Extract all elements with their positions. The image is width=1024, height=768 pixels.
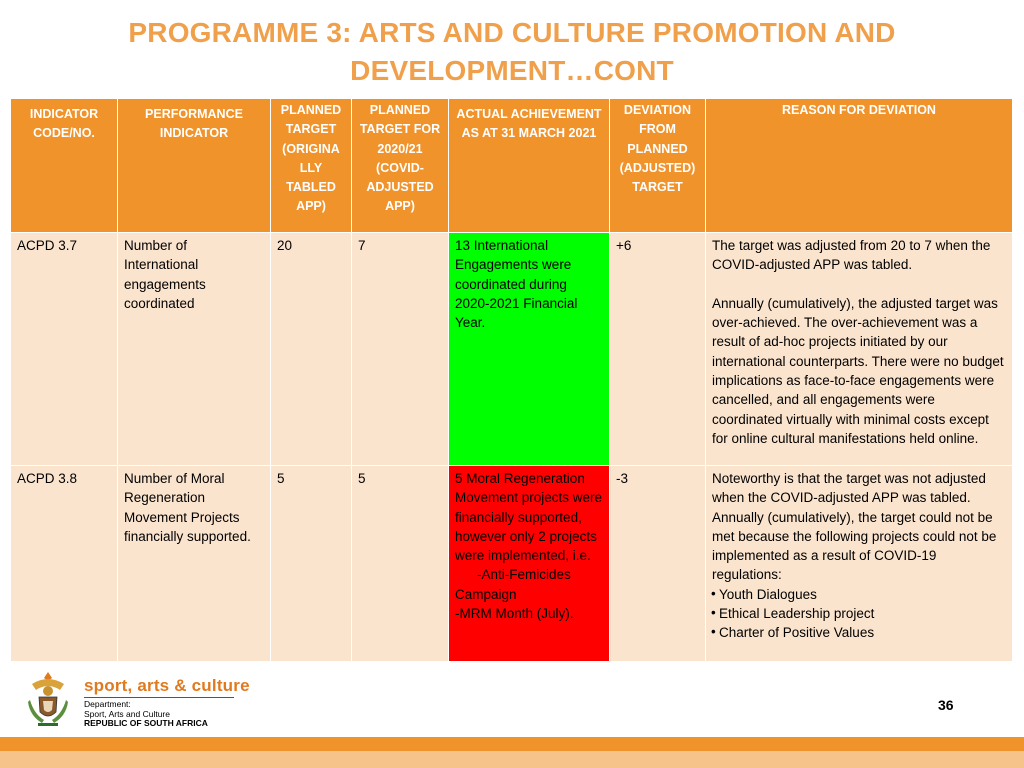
dept-line: Department: — [84, 699, 131, 709]
table-row — [11, 233, 1013, 466]
footer-band — [0, 737, 1024, 751]
cell-reason — [706, 466, 1013, 662]
title-line-2: DEVELOPMENT…CONT — [350, 55, 674, 86]
title-line-1: PROGRAMME 3: ARTS AND CULTURE PROMOTION AND — [128, 17, 896, 48]
header-row — [11, 99, 1013, 233]
header-actual-achievement: ACTUAL ACHIEVEMENT AS AT 31 MARCH 2021 — [449, 99, 610, 233]
cell-actual-achieved: 13 International Engagements were coordinated during 2020-2021 Financial Year. — [449, 233, 610, 466]
cell-indicator: Number of Moral Regeneration Movement Projects financially supported. — [118, 466, 271, 662]
brand-name: sport, arts & culture — [84, 676, 250, 695]
dept-line: Sport, Arts and Culture — [84, 708, 170, 719]
page-number: 36 — [938, 697, 954, 713]
cell-indicator: Number of International engagements coordinated — [118, 233, 271, 466]
header-planned-original: PLANNED TARGET (ORIGINA LLY TABLED APP) — [271, 99, 352, 233]
reason-paragraph: Annually (cumulatively), the adjusted target was over-achieved. The over-achievement was a result of ad-hoc projects initiated by our international counterparts. There were no budget implications as face-to-face engagements were cancelled, and all engagements were coordinated virtually with minimal costs except for online cultural manifestations held online. — [712, 295, 1004, 446]
cell-planned-original: 5 — [271, 466, 352, 662]
dept-line-country: REPUBLIC OF SOUTH AFRICA — [84, 718, 208, 728]
coat-of-arms-logo — [26, 670, 70, 728]
brand-divider — [84, 697, 234, 698]
cell-deviation: +6 — [610, 233, 706, 466]
reason-paragraph: Noteworthy is that the target was not adjusted when the COVID-adjusted APP was tabled. — [712, 471, 986, 506]
cell-planned-covid: 7 — [352, 233, 449, 466]
cell-actual-not-achieved — [449, 466, 610, 662]
actual-item: -Anti-Femicides — [477, 567, 571, 583]
actual-item: -MRM Month (July). — [455, 606, 574, 622]
bullet-item: • Youth Dialogues — [712, 585, 1006, 604]
header-deviation: DEVIATION FROM PLANNED (ADJUSTED) TARGET — [610, 99, 706, 233]
bullet-item: • Ethical Leadership project — [712, 604, 1006, 623]
cell-reason — [706, 233, 1013, 466]
reason-paragraph: Annually (cumulatively), the target could not be met because the following projects could not be implemented as a result of COVID-19 regulations: — [712, 509, 997, 583]
actual-text: 5 Moral Regeneration Movement projects were financially supported, however only 2 projects were implemented, i.e. — [455, 471, 603, 564]
cell-planned-covid: 5 — [352, 466, 449, 662]
reason-bullet-list — [712, 585, 1006, 643]
cell-code: ACPD 3.8 — [11, 466, 118, 662]
reason-paragraph: The target was adjusted from 20 to 7 when the COVID-adjusted APP was tabled. — [712, 238, 991, 273]
cell-deviation: -3 — [610, 466, 706, 662]
header-indicator-code: INDICATOR CODE/NO. — [11, 99, 118, 233]
cell-planned-original: 20 — [271, 233, 352, 466]
header-performance-indicator: PERFORMANCE INDICATOR — [118, 99, 271, 233]
header-reason: REASON FOR DEVIATION — [706, 99, 1013, 233]
actual-item-continued: Campaign — [455, 586, 517, 602]
performance-table — [10, 98, 1013, 662]
header-planned-covid: PLANNED TARGET FOR 2020/21 (COVID-ADJUSTED APP) — [352, 99, 449, 233]
footer-band-light — [0, 751, 1024, 768]
table-row — [11, 466, 1013, 662]
cell-code: ACPD 3.7 — [11, 233, 118, 466]
department-label — [84, 700, 208, 729]
slide-title — [60, 14, 964, 90]
bullet-item: • Charter of Positive Values — [712, 623, 1006, 642]
